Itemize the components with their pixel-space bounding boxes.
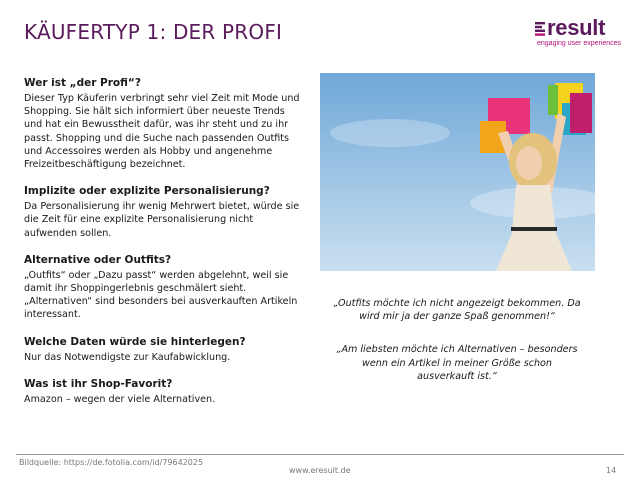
- logo-wordmark: result: [547, 15, 606, 40]
- section-question: Alternative oder Outfits?: [24, 253, 172, 266]
- section-question: Welche Daten würde sie hinterlegen?: [24, 335, 246, 348]
- section-answer: Da Personalisierung ihr wenig Mehrwert bietet, würde sie die Zeit für eine explizite Personalisierung nicht aufwenden sollen.: [24, 201, 300, 239]
- section-question: Wer ist „der Profi“?: [24, 77, 141, 89]
- section-question: Was ist ihr Shop-Favorit?: [24, 377, 173, 390]
- footer-url: www.eresult.de: [289, 466, 351, 475]
- section-personalization: [24, 184, 304, 240]
- section-answer: Nur das Notwendigste zur Kaufabwicklung.: [24, 351, 231, 363]
- customer-quotes: [332, 297, 582, 403]
- section-answer: Amazon – wegen der viele Alternativen.: [24, 393, 216, 405]
- image-source: Bildquelle: https://de.fotolia.com/id/79642025: [19, 458, 204, 467]
- quote-alternatives: „Am liebsten möchte ich Alternativen – besonders wenn ein Artikel in meiner Größe schon ausverkauft ist.“: [336, 344, 578, 382]
- section-data: [24, 335, 304, 364]
- section-favorite-shop: [24, 377, 304, 406]
- profile-details: [24, 76, 304, 419]
- quote-outfits: „Outfits möchte ich nicht angezeigt bekommen. Da wird mir ja der ganze Spaß genommen!“: [333, 298, 581, 323]
- shopping-woman-photo: [320, 73, 595, 271]
- section-alternatives: [24, 253, 304, 322]
- page-number: 14: [606, 466, 617, 475]
- footer-divider: [16, 454, 624, 455]
- eresult-logo: [535, 15, 625, 50]
- logo-tagline: engaging user experiences: [537, 40, 622, 47]
- logo-e-icon: [535, 22, 545, 36]
- section-answer: Dieser Typ Käuferin verbringt sehr viel Zeit mit Mode und Shopping. Sie hält sich informiert über neueste Trends und hat ein Bewusstheit dafür, was ihr steht und zu ihr passt. Shopping und die Suche nach passenden Outfits und Accessoires werden als Hobby und angenehme Freizeitbeschäftigung bezeichnet.: [24, 93, 300, 171]
- section-who: [24, 76, 304, 171]
- section-question: Implizite oder explizite Personalisierung?: [24, 185, 270, 198]
- section-answer: „Outfits“ oder „Dazu passt“ werden abgelehnt, weil sie damit ihr Shoppingerlebnis geschmälert sieht. „Alternativen“ sind besonders bei ausverkauften Artikeln interessant.: [24, 269, 298, 321]
- slide-title: KÄUFERTYP 1: DER PROFI: [24, 20, 283, 44]
